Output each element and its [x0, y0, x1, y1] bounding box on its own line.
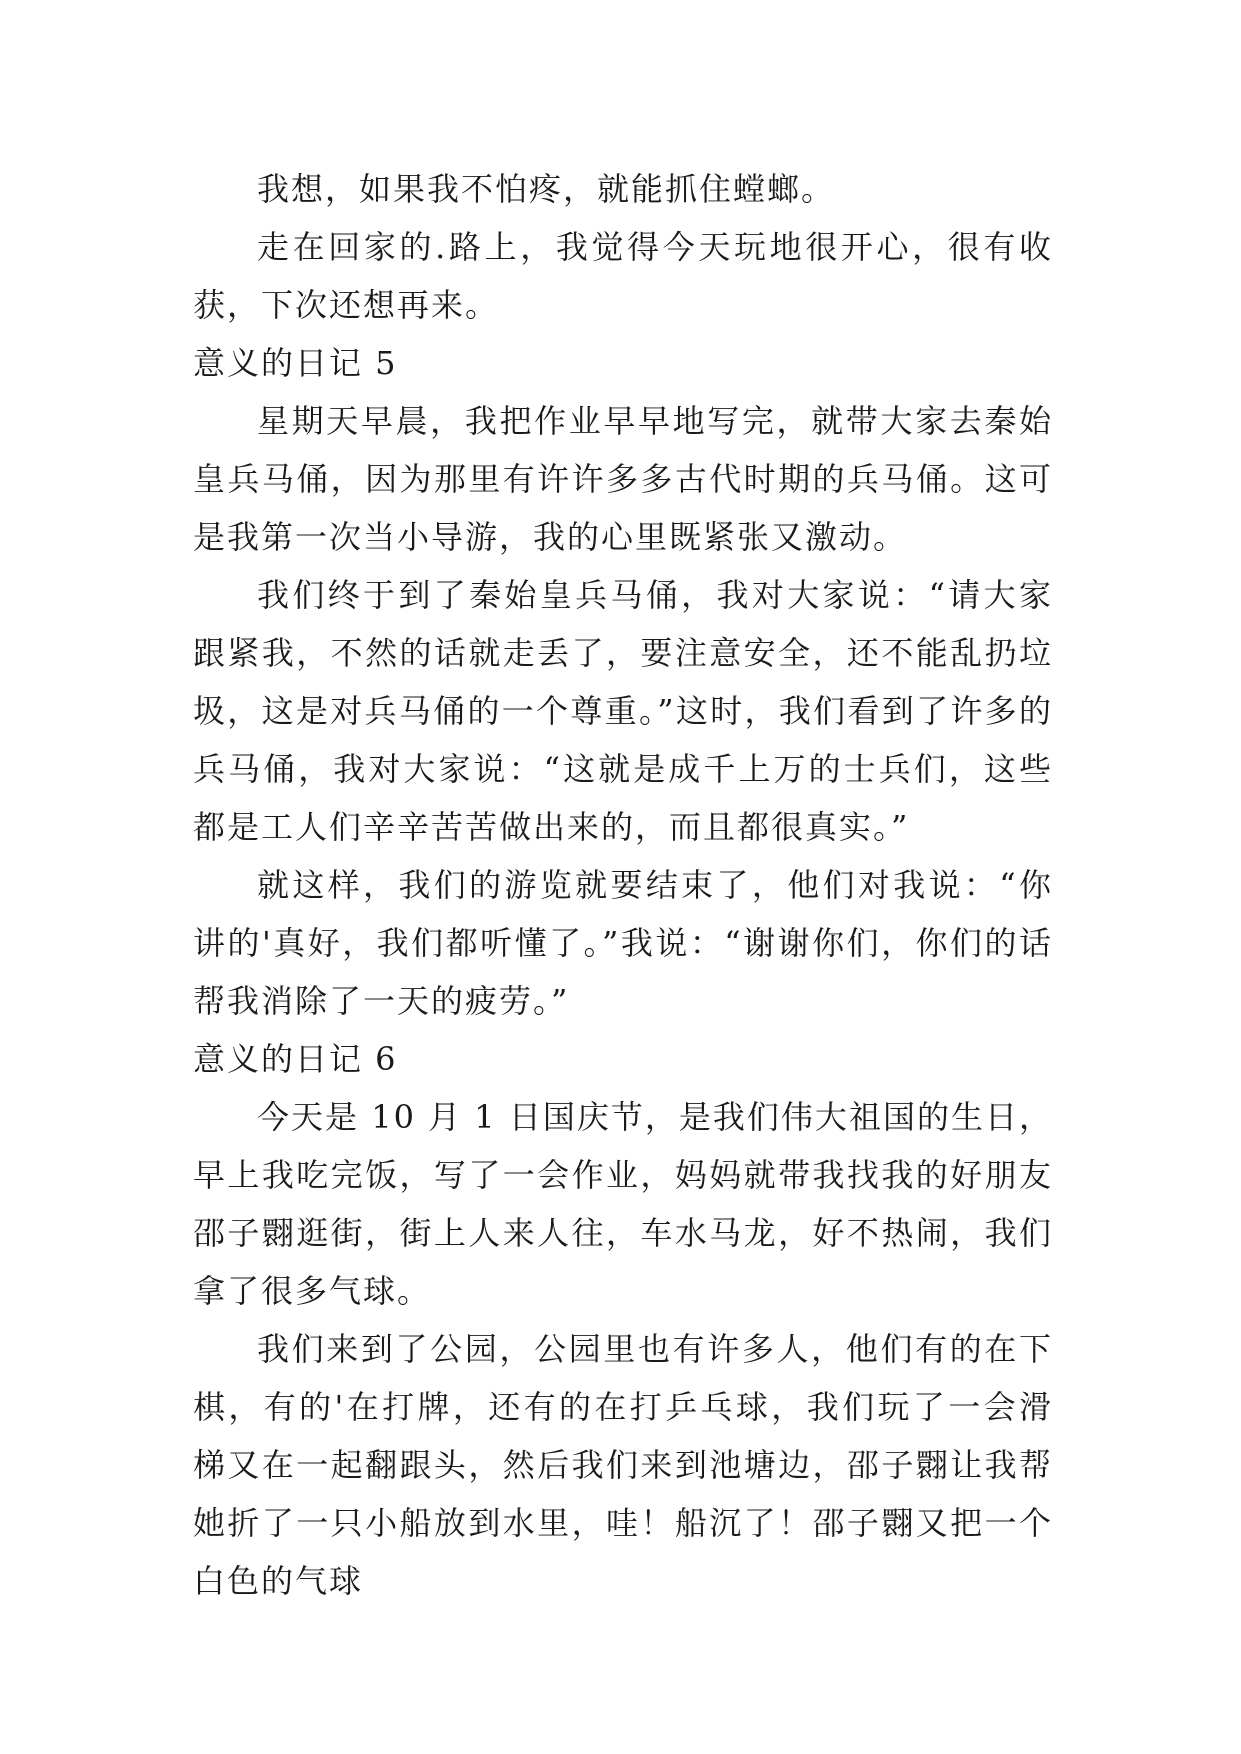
- paragraph: 我们来到了公园，公园里也有许多人，他们有的在下棋，有的'在打牌，还有的在打乒乓球，我们玩了一会滑梯又在一起翻跟头，然后我们来到池塘边，邵子翾让我帮她折了一只小船放到水里，哇！船沉了！邵子翾又把一个白色的气球: [193, 1330, 1053, 1600]
- paragraph: 走在回家的.路上，我觉得今天玩地很开心，很有收获，下次还想再来。: [193, 228, 1053, 324]
- document-body: [193, 160, 1053, 1610]
- paragraph: 今天是 10 月 1 日国庆节，是我们伟大祖国的生日，早上我吃完饭，写了一会作业，妈妈就带我找我的好朋友邵子翾逛街，街上人来人往，车水马龙，好不热闹，我们拿了很多气球。: [193, 1098, 1053, 1310]
- paragraph: 我想，如果我不怕疼，就能抓住螳螂。: [257, 170, 836, 208]
- paragraph: 就这样，我们的游览就要结束了，他们对我说：“你讲的'真好，我们都听懂了。”我说：“谢谢你们，你们的话帮我消除了一天的疲劳。”: [193, 866, 1053, 1020]
- section-heading: 意义的日记 5: [193, 344, 398, 382]
- paragraph: 我们终于到了秦始皇兵马俑，我对大家说：“请大家跟紧我，不然的话就走丢了，要注意安全，还不能乱扔垃圾，这是对兵马俑的一个尊重。”这时，我们看到了许多的兵马俑，我对大家说：“这就是成千上万的士兵们，这些都是工人们辛辛苦苦做出来的，而且都很真实。”: [193, 576, 1053, 846]
- section-heading: 意义的日记 6: [193, 1040, 398, 1078]
- paragraph: 星期天早晨，我把作业早早地写完，就带大家去秦始皇兵马俑，因为那里有许许多多古代时期的兵马俑。这可是我第一次当小导游，我的心里既紧张又激动。: [193, 402, 1053, 556]
